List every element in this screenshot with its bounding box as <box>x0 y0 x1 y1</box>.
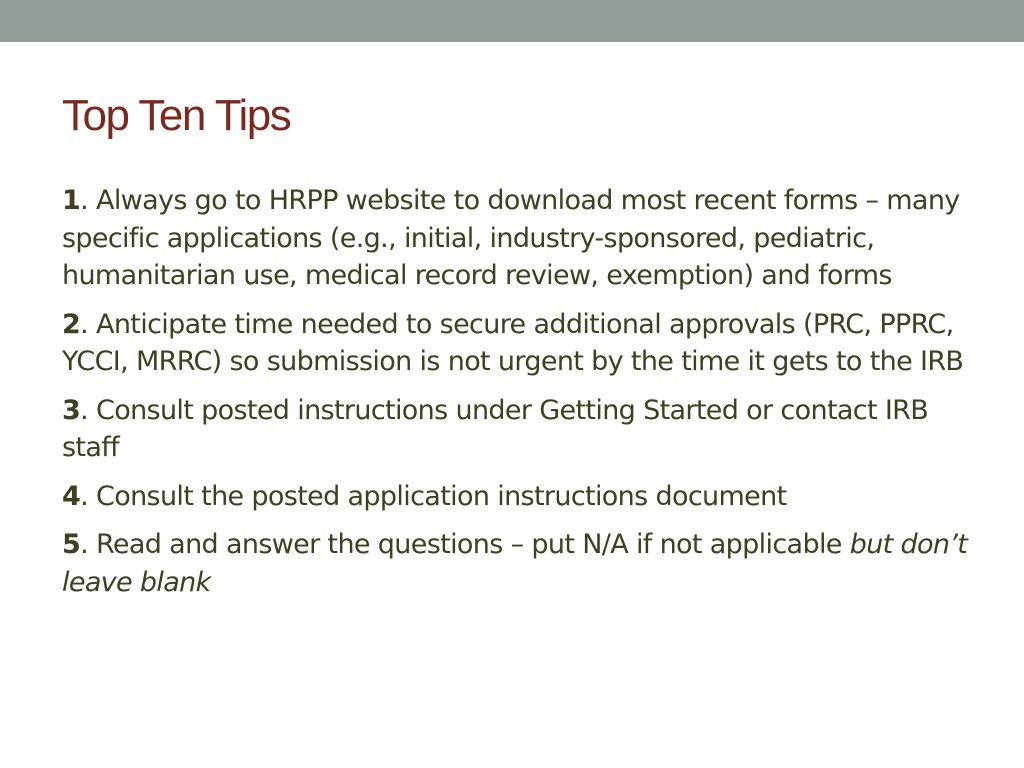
slide-title: Top Ten Tips <box>62 91 291 140</box>
tip-text: . Always go to HRPP website to download most recent forms – many specific applications (e.g., initial, industry-sponsored, pediatric, humanitarian use, medical record review, exemption) and forms <box>62 185 960 291</box>
tip-text: . Consult the posted application instructions document <box>80 480 787 512</box>
tip-item <box>62 526 972 601</box>
tip-number: 1 <box>62 185 81 216</box>
tip-text: . Anticipate time needed to secure additional approvals (PRC, PPRC, YCCI, MRRC) so submission is not urgent by the time it gets to the IRB <box>62 308 964 377</box>
tip-number: 5 <box>62 529 81 560</box>
tip-text: . Consult posted instructions under Getting Started or contact IRB staff <box>62 394 929 463</box>
tip-item <box>62 306 972 381</box>
tip-item <box>62 478 972 516</box>
tip-item <box>62 182 972 295</box>
tips-list <box>62 182 972 612</box>
tip-emphasis-text: but don’t leave blank <box>62 529 968 598</box>
tip-text: . Read and answer the questions – put N/A if not applicable <box>80 529 850 560</box>
tip-number: 3 <box>62 394 81 426</box>
tip-number: 4 <box>62 480 81 512</box>
top-accent-bar <box>0 0 1024 42</box>
tip-item <box>62 392 972 467</box>
tip-number: 2 <box>62 308 81 340</box>
